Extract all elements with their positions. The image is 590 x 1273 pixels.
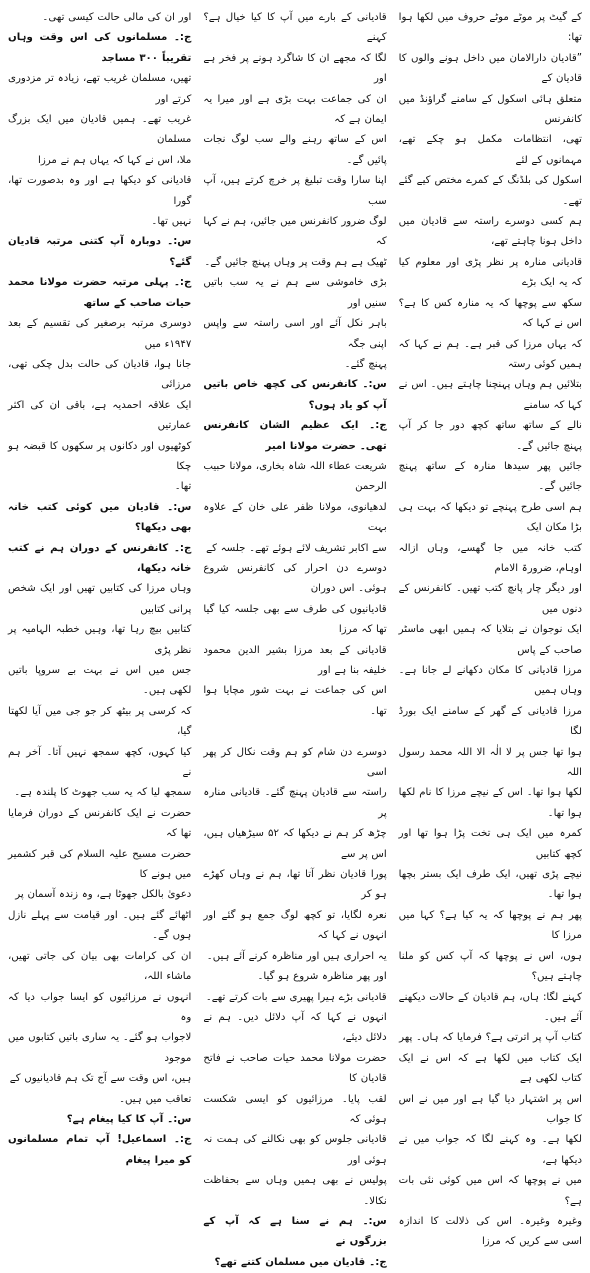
text-line: قادیانی کے بارے میں آپ کا کیا خیال ہے؟ کہنے	[203, 12, 387, 44]
text-line: اسکول کی بلڈنگ کے کمرے مختص کیے گئے تھے۔	[398, 175, 582, 207]
text-line: کتابیں بیچ رہا تھا، وہیں خطبہ الہامیہ پر نظر پڑی	[8, 624, 192, 656]
text-line: کتاب آپ پر اترتی ہے؟ فرمایا کہ ہاں۔ پھر	[399, 1032, 582, 1044]
text-line: اس پر اشتہار دیا گیا ہے اور میں نے اس کا جواب	[398, 1093, 582, 1125]
text-line: مرزا قادیانی کے گھر کے سامنے ایک بورڈ لگا	[398, 705, 582, 738]
text-line: ملا، اس نے کہا کہ یہاں ہم نے مرزا	[38, 154, 192, 166]
text-line: ج:۔ قادیان میں مسلمان کتنے تھے؟	[214, 1256, 387, 1268]
text-line: میں نے پوچھا کہ اس میں کوئی نئی بات ہے؟	[398, 1175, 582, 1207]
text-line: تھا۔	[174, 481, 192, 493]
text-line: شریعت عطاء اللہ شاہ بخاری، مولانا حبیب الرحمن	[203, 460, 387, 493]
text-line: ہوں، اس نے پوچھا کہ آپ کس کو ملنا چاہتے ہیں؟	[398, 950, 582, 983]
text-line: اور پھر مناظرہ شروع ہو گیا۔	[257, 971, 387, 983]
text-line: نعرہ لگایا، تو کچھ لوگ جمع ہو گئے اور انہوں نے کہا کہ	[203, 909, 387, 942]
text-line: ان کی جماعت بہت بڑی ہے اور میرا یہ ایمان ہے کہ	[203, 93, 387, 126]
text-line: اس کی جماعت نے بہت شور مچایا ہوا تھا۔	[203, 685, 387, 717]
text-line: اور دیگر چار پانچ کتب تھیں۔ کانفرنس کے دنوں میں	[398, 583, 582, 615]
text-line: ہم اسی طرح پہنچے تو دیکھا کہ بہت ہی بڑا مکان ایک	[398, 501, 582, 534]
text-line: ایک علاقہ احمدیہ ہے، باقی ان کی اکثر عمارتیں	[8, 399, 192, 432]
text-line: پورا قادیان نظر آتا تھا، ہم نے وہاں کھڑے ہو کر	[203, 869, 387, 901]
text-line: اٹھائے گئے ہیں۔ اور قیامت سے پہلے نازل ہوں گے۔	[8, 909, 192, 942]
text-line: کہ کرسی پر بیٹھ کر جو جی میں آیا لکھتا گیا،	[8, 705, 192, 738]
text-line: ایک نوجوان نے بتلایا کہ ہمیں ابھی ماسٹر صاحب کے پاس	[398, 624, 582, 656]
text-line: لدھیانوی، مولانا ظفر علی خان کے علاوہ بہت	[203, 501, 387, 534]
text-line: حضرت مولانا محمد حیات صاحب نے فاتح قادیان کا	[203, 1052, 387, 1085]
text-line: وغیرہ وغیرہ۔ اس کی ذلالت کا اندازہ اسی سے کریں کہ مرزا	[398, 1215, 582, 1248]
text-line: اور ان کی مالی حالت کیسی تھی۔	[42, 12, 192, 23]
text-line: ج:۔ پہلی مرتبہ حضرت مولانا محمد حیات صاحب کے ساتھ	[8, 277, 192, 309]
text-line: نہیں تھا۔	[151, 216, 192, 228]
text-line: بڑی خاموشی سے ہم نے یہ سب باتیں سنیں اور	[203, 277, 387, 309]
text-line: حضرت نے ایک کانفرنس کے دوران فرمایا تھا کہ	[8, 807, 192, 840]
text-line: پولیس نے بھی ہمیں وہاں سے بحفاظت نکالا۔	[203, 1175, 387, 1207]
text-line: دوسرے دن شام کو ہم وقت نکال کر پھر اسی	[203, 746, 387, 779]
text-line: س:۔ آپ کا کیا پیغام ہے؟	[66, 1113, 192, 1125]
text-line: جس میں اس نے بہت بے سروپا باتیں لکھی ہیں۔	[8, 665, 192, 697]
text-line: ج:۔ ایک عظیم الشان کانفرنس تھی۔ حضرت مولانا امیر	[203, 420, 387, 452]
text-column-middle	[203, 8, 387, 1268]
text-line: س:۔ کانفرنس کی کچھ خاص باتیں آپ کو یاد ہوں؟	[203, 379, 387, 411]
text-line: حضرت مسیح علیہ السلام کی قبر کشمیر میں ہونے کا	[8, 848, 192, 881]
text-line: کہنے لگا: ہاں، ہم قادیان کے حالات دیکھنے آئے ہیں۔	[398, 991, 582, 1023]
text-line: لگا کہ مجھے ان کا شاگرد ہونے پر فخر ہے اور	[203, 52, 387, 85]
text-line: نالے کے ساتھ ساتھ کچھ دور جا کر آپ پہنچ جائیں گے۔	[398, 420, 582, 452]
text-line	[203, 722, 386, 742]
text-column-right	[398, 8, 582, 1248]
text-line: کیا کہوں، کچھ سمجھ نہیں آتا۔ آخر ہم نے	[8, 746, 192, 779]
text-line: لکھا ہے۔ وہ کہنے لگا کہ جواب میں نے دیکھا ہے،	[398, 1134, 582, 1166]
text-line: کوٹھیوں اور دکانوں پر سکھوں کا قبضہ ہو چکا	[8, 440, 192, 472]
text-line: س:۔ دوبارہ آپ کتنی مرتبہ قادیان گئے؟	[8, 236, 192, 268]
text-line: ہوا تھا جس پر لا الٰہ الا اللہ محمد رسول اللہ	[398, 746, 582, 779]
text-line: دوسرے دن احرار کی کانفرنس شروع ہوئی۔ اس دوران	[203, 562, 387, 595]
text-line: جائیں پھر سیدھا منارہ کے ساتھ پہنچ جائیں گے۔	[398, 460, 582, 493]
text-line: قادیانی کو دیکھا ہے اور وہ بدصورت تھا، گورا	[8, 175, 192, 207]
text-line: پہنچ گئے۔	[344, 358, 387, 370]
text-line: انہوں نے مرزائیوں کو ایسا جواب دیا کہ وہ	[8, 991, 192, 1023]
text-line: انہوں نے کہا کہ آپ دلائل دیں۔ ہم نے دلائل دیئے،	[203, 1011, 387, 1044]
text-line: اپنا سارا وقت تبلیغ پر خرچ کرتے ہیں، آپ سب	[203, 175, 387, 207]
text-line: ٹھیک ہے ہم وقت پر وہاں پہنچ جائیں گے۔	[204, 256, 387, 268]
text-line: سکھ سے پوچھا کہ یہ منارہ کس کا ہے؟ اس نے کہا کہ	[398, 297, 582, 330]
text-line: لقب پایا۔ مرزائیوں کو ایسی شکست ہوئی کہ	[203, 1093, 387, 1125]
text-line: کہ یہاں مرزا کی قبر ہے۔ ہم نے کہا کہ ہمیں کوئی رستہ	[398, 338, 582, 370]
text-line: مرزا قادیانی کا مکان دکھانے لے جانا ہے۔ وہاں ہمیں	[398, 665, 582, 697]
text-line: سمجھ لیا کہ یہ سب جھوٹ کا پلندہ ہے۔	[14, 787, 192, 799]
text-line: ان کی کرامات بھی بیان کی جاتی تھیں، ماشاء اللہ،	[8, 950, 192, 983]
text-line: قادیانی کے بعد مرزا بشیر الدین محمود خلیفہ بنا ہے اور	[203, 644, 387, 676]
text-line: ہیں، اس وقت سے آج تک ہم قادیانیوں کے	[9, 1073, 192, 1085]
text-line: قادیانی بڑے ہیرا پھیری سے بات کرتے تھے۔	[205, 991, 387, 1003]
text-line: س:۔ ہم نے سنا ہے کہ آپ کے بزرگوں نے	[203, 1215, 387, 1248]
text-line: متعلق ہائی اسکول کے سامنے گراؤنڈ میں کانفرنس	[398, 93, 582, 126]
text-line: یہ احراری ہیں اور مناظرہ کرنے آئے ہیں۔	[206, 950, 387, 962]
text-line: ایک کتاب میں لکھا ہے کہ اس نے ایک کتاب لکھی ہے	[398, 1052, 582, 1085]
text-line: تھیں، مسلمان غریب تھے، زیادہ تر مزدوری کرتے اور	[8, 73, 192, 105]
text-line: نیچے پڑی تھیں، ایک طرف ایک بستر بچھا ہوا تھا۔	[398, 869, 582, 901]
text-line: جانا ہوا، قادیان کی حالت بدل چکی تھی، مرزائی	[8, 358, 192, 391]
text-line: ”قادیان دارالامان میں داخل ہونے والوں کا قادیان کے	[398, 52, 582, 85]
text-line: ہم کسی دوسرے راستہ سے قادیان میں داخل ہونا چاہتے تھے،	[398, 216, 582, 248]
text-line: سے اکابر تشریف لائے ہوئے تھے۔ جلسہ کے	[206, 542, 387, 554]
text-line: دعویٰ بالکل جھوٹا ہے، وہ زندہ آسمان پر	[15, 889, 192, 901]
text-line: کتب خانہ میں جا گھسے، وہاں ازالہ اوہام، ضرورۃ الامام	[398, 542, 582, 574]
text-line: باہر نکل آئے اور اسی راستہ سے واپس اپنی جگہ	[203, 318, 387, 350]
text-line: ج:۔ اسماعیل! آپ تمام مسلمانوں کو میرا پیغام	[8, 1134, 192, 1166]
text-line: قادیانیوں کی طرف سے بھی جلسہ کیا گیا تھا کہ مرزا	[203, 603, 387, 636]
text-line: ج:۔ مسلمانوں کی اس وقت وہاں تقریباً ۳۰۰ مساجد	[8, 32, 192, 64]
text-line: قادیانی منارہ پر نظر پڑی اور معلوم کیا کہ یہ ایک بڑے	[398, 256, 582, 289]
text-line: ج:۔ کانفرنس کے دوران ہم نے کتب خانہ دیکھا،	[8, 542, 192, 574]
text-line: لکھا ہوا تھا۔ اس کے نیچے مرزا کا نام لکھا ہوا تھا۔	[398, 787, 582, 819]
text-line: پھر ہم نے پوچھا کہ یہ کیا ہے؟ کہا میں مرزا کا	[398, 909, 582, 942]
text-line: راستہ سے قادیان پہنچ گئے۔ قادیانی منارہ پر	[203, 787, 387, 819]
text-line: غریب تھے۔ ہمیں قادیان میں ایک بزرگ مسلمان	[8, 114, 192, 146]
text-line: کمرہ میں ایک ہی تخت پڑا ہوا تھا اور کچھ کتابیں	[398, 828, 582, 860]
text-line: قادیانی جلوس کو بھی نکالنے کی ہمت نہ ہوئی اور	[203, 1134, 387, 1166]
text-column-left	[8, 8, 192, 1166]
text-line: دوسری مرتبہ برصغیر کی تقسیم کے بعد ۱۹۴۷ء میں	[8, 318, 192, 350]
text-line: اس کے ساتھ رہنے والے سب لوگ نجات پائیں گے۔	[203, 134, 387, 166]
text-line: کے گیٹ پر موٹے موٹے حروف میں لکھا ہوا تھا:	[398, 12, 582, 44]
text-line: بتلائیں ہم وہاں پہنچنا چاہتے ہیں۔ اس نے کہا کہ سامنے	[398, 379, 582, 411]
text-line: تھی، انتظامات مکمل ہو چکے تھے، مہمانوں کے لئے	[398, 134, 582, 166]
text-line: س:۔ قادیان میں کوئی کتب خانہ بھی دیکھا؟	[8, 501, 192, 534]
text-line: چڑھ کر ہم نے دیکھا کہ ۵۲ سیڑھیاں ہیں، اس پر سے	[203, 828, 387, 860]
text-line: وہاں مرزا کی کتابیں تھیں اور ایک شخص پرانی کتابیں	[8, 583, 192, 615]
text-line: لوگ ضرور کانفرنس میں جائیں، ہم نے کہا کہ	[203, 216, 387, 248]
text-line: تعاقب میں ہیں۔	[119, 1093, 192, 1105]
text-line: لاجواب ہو گئے۔ یہ ساری باتیں کتابوں میں موجود	[8, 1032, 192, 1064]
